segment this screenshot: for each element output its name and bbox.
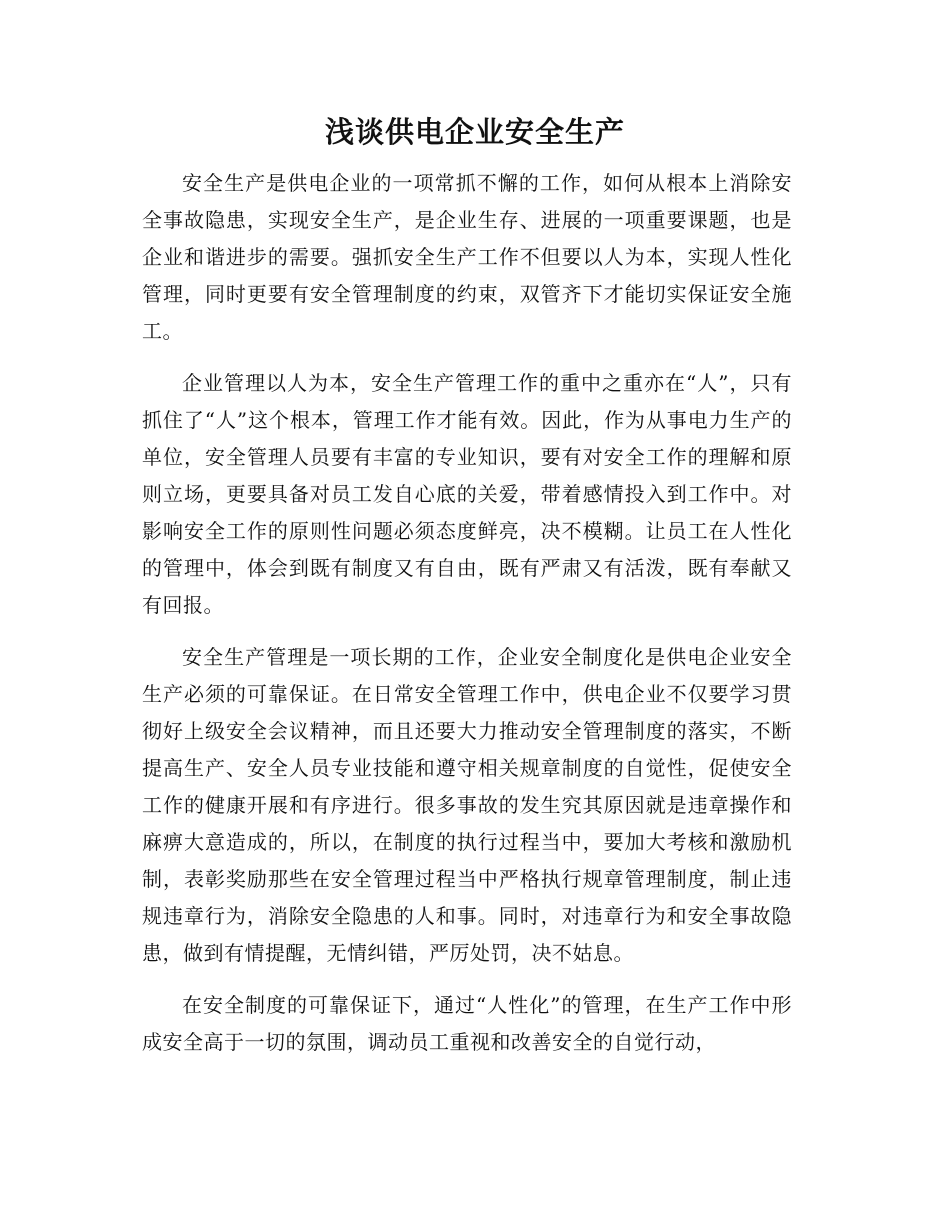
paragraph-4: 在安全制度的可靠保证下，通过“人性化”的管理，在生产工作中形成安全高于一切的氛围，调动员工重视和改善安全的自觉行动， — [142, 993, 792, 1054]
paragraph-1: 安全生产是供电企业的一项常抓不懈的工作，如何从根本上消除安全事故隐患，实现安全生产，是企业生存、进展的一项重要课题，也是企业和谐进步的需要。强抓安全生产工作不但要以人为本，实现人性化管理，同时更要有安全管理制度的约束，双管齐下才能切实保证安全施工。 — [142, 171, 792, 343]
document-body — [142, 165, 792, 1076]
paragraph-2: 企业管理以人为本，安全生产管理工作的重中之重亦在“人”，只有抓住了“人”这个根本，管理工作才能有效。因此，作为从事电力生产的单位，安全管理人员要有丰富的专业知识，要有对安全工作的理解和原则立场，更要具备对员工发自心底的关爱，带着感情投入到工作中。对影响安全工作的原则性问题必须态度鲜亮，决不模糊。让员工在人性化的管理中，体会到既有制度又有自由，既有严肃又有活泼，既有奉献又有回报。 — [142, 371, 792, 617]
document-title: 浅谈供电企业安全生产 — [324, 115, 625, 149]
paragraph-3: 安全生产管理是一项长期的工作，企业安全制度化是供电企业安全生产必须的可靠保证。在日常安全管理工作中，供电企业不仅要学习贯彻好上级安全会议精神，而且还要大力推动安全管理制度的落实，不断提高生产、安全人员专业技能和遵守相关规章制度的自觉性，促使安全工作的健康开展和有序进行。很多事故的发生究其原因就是违章操作和麻痹大意造成的，所以，在制度的执行过程当中，要加大考核和激励机制，表彰奖励那些在安全管理过程当中严格执行规章管理制度，制止违规违章行为，消除安全隐患的人和事。同时，对违章行为和安全事故隐患，做到有情提醒，无情纠错，严厉处罚，决不姑息。 — [142, 645, 792, 965]
